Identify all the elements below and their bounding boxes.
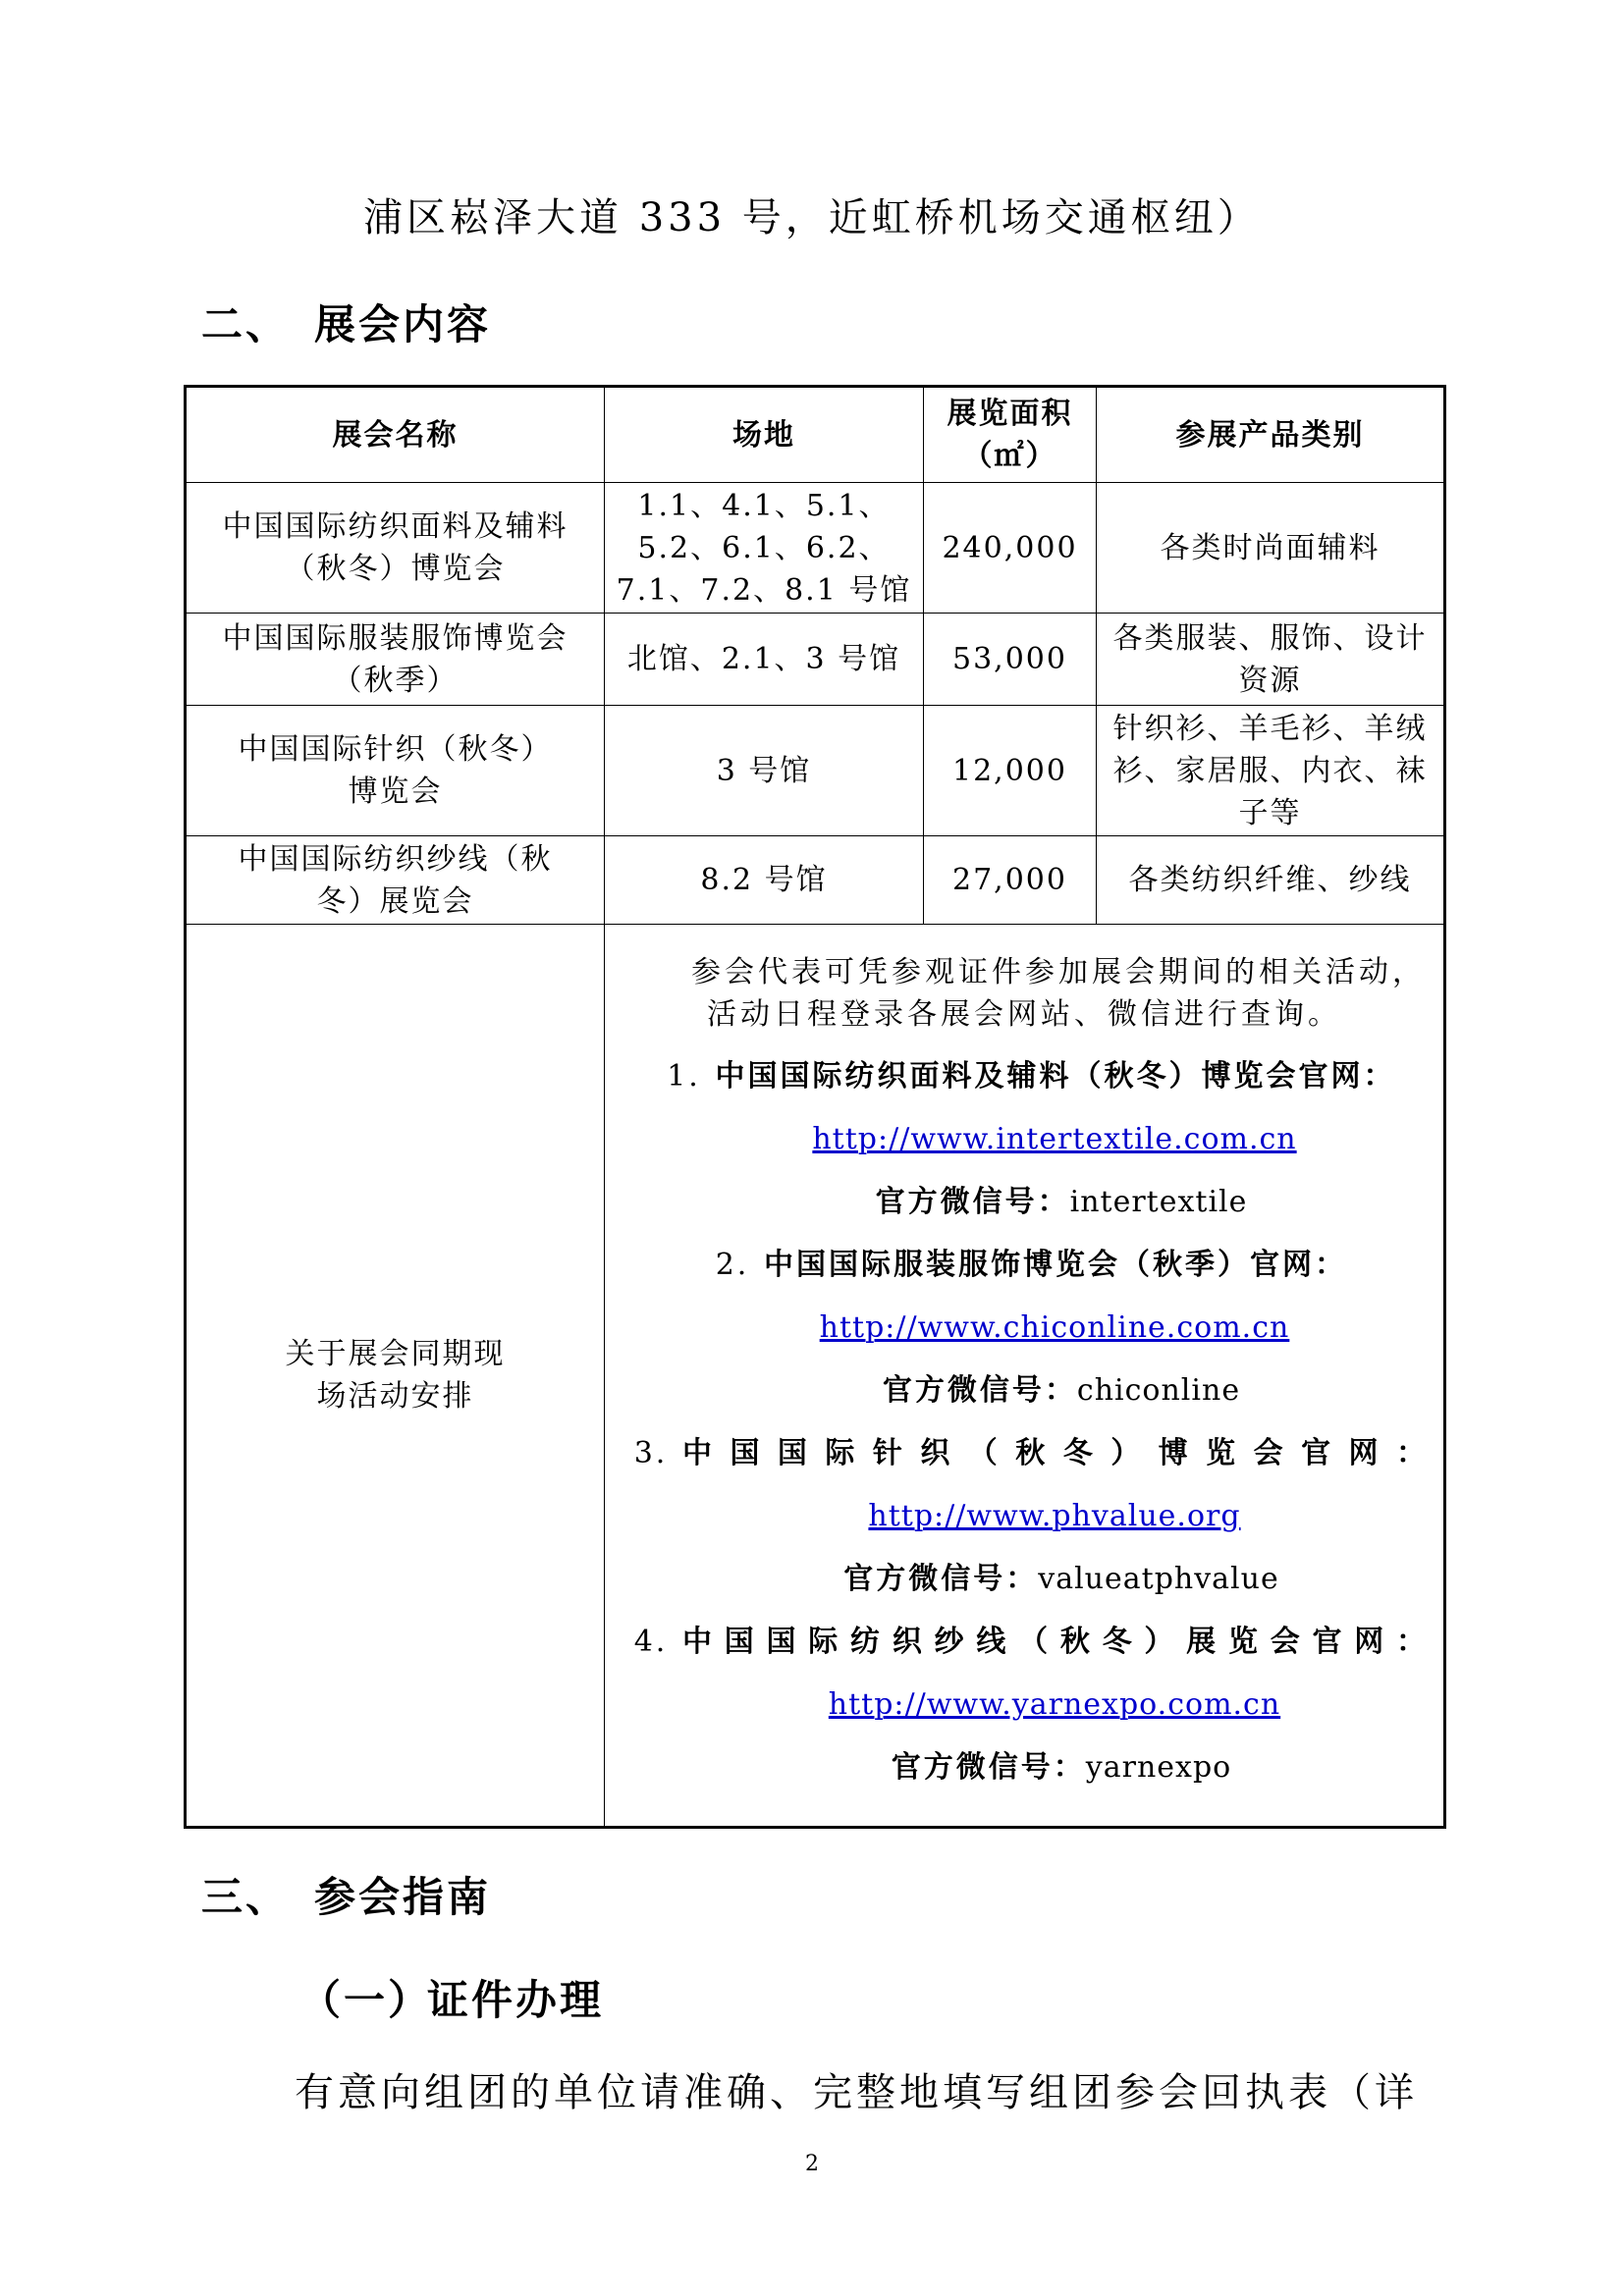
header-area: 展览面积（㎡） bbox=[924, 387, 1097, 483]
table-row bbox=[186, 836, 1445, 925]
section-title: 参会指南 bbox=[314, 1873, 492, 1921]
site-entry bbox=[613, 1234, 1435, 1297]
wechat-label: 官方微信号： bbox=[882, 1373, 1077, 1408]
continued-address-text: 浦区崧泽大道 333 号，近虹桥机场交通枢纽） bbox=[363, 195, 1261, 240]
site-name: 中国国际服装服饰博览会（秋季）官网： bbox=[764, 1248, 1347, 1282]
section-heading-guide bbox=[201, 1865, 491, 1924]
site-entry bbox=[613, 1611, 1435, 1674]
site-index: 4. bbox=[633, 1625, 669, 1659]
exhibition-name: 中国国际纺织纱线（秋冬）展览会 bbox=[186, 836, 605, 925]
site-url-link[interactable]: http://www.phvalue.org bbox=[868, 1499, 1241, 1533]
site-entry bbox=[613, 1045, 1435, 1108]
exhibition-category: 各类纺织纤维、纱线 bbox=[1097, 836, 1445, 925]
site-name: 中国国际针织（秋冬）博览会官网： bbox=[682, 1436, 1429, 1470]
exhibition-name: 中国国际服装服饰博览会（秋季） bbox=[186, 614, 605, 706]
activities-intro: 参会代表可凭参观证件参加展会期间的相关活动，活动日程登录各展会网站、微信进行查询。 bbox=[691, 955, 1426, 1032]
activities-label: 关于展会同期现场活动安排 bbox=[186, 925, 605, 1828]
exhibition-venue: 8.2 号馆 bbox=[605, 836, 924, 925]
site-name: 中国国际纺织面料及辅料（秋冬）博览会官网： bbox=[715, 1059, 1396, 1094]
activities-row bbox=[186, 925, 1445, 1828]
subsection-heading-credentials bbox=[299, 1968, 604, 2027]
section-number: 二、 bbox=[201, 300, 291, 348]
wechat-label: 官方微信号： bbox=[843, 1562, 1039, 1596]
site-url bbox=[613, 1485, 1435, 1548]
wechat-label: 官方微信号： bbox=[875, 1185, 1070, 1219]
exhibition-area: 12,000 bbox=[924, 706, 1097, 836]
exhibition-venue: 北馆、2.1、3 号馆 bbox=[605, 614, 924, 706]
exhibition-area: 53,000 bbox=[924, 614, 1097, 706]
header-venue: 场地 bbox=[605, 387, 924, 483]
wechat-id: yarnexpo bbox=[1085, 1750, 1232, 1785]
site-url-link[interactable]: http://www.chiconline.com.cn bbox=[819, 1310, 1290, 1345]
table-row bbox=[186, 483, 1445, 614]
exhibition-name: 中国国际针织（秋冬）博览会 bbox=[186, 706, 605, 836]
wechat-label: 官方微信号： bbox=[891, 1750, 1086, 1785]
wechat-entry bbox=[613, 1171, 1435, 1234]
site-name: 中国国际纺织纱线（秋冬）展览会官网： bbox=[682, 1625, 1429, 1659]
site-entry bbox=[613, 1422, 1435, 1485]
exhibition-table bbox=[184, 385, 1446, 1829]
section-heading-exhibition-content bbox=[201, 293, 491, 351]
exhibition-venue: 3 号馆 bbox=[605, 706, 924, 836]
site-index: 3. bbox=[633, 1436, 669, 1470]
table-header-row bbox=[186, 387, 1445, 483]
wechat-id: intertextile bbox=[1069, 1185, 1248, 1219]
section-number: 三、 bbox=[201, 1873, 291, 1921]
site-url-link[interactable]: http://www.yarnexpo.com.cn bbox=[828, 1687, 1281, 1722]
site-url bbox=[613, 1108, 1435, 1171]
site-index: 2. bbox=[715, 1248, 750, 1282]
subsection-number: （一） bbox=[299, 1976, 433, 2024]
header-exhibition-name: 展会名称 bbox=[186, 387, 605, 483]
wechat-entry bbox=[613, 1548, 1435, 1611]
section-title: 展会内容 bbox=[314, 300, 492, 348]
exhibition-name: 中国国际纺织面料及辅料（秋冬）博览会 bbox=[186, 483, 605, 614]
activities-details bbox=[605, 925, 1445, 1828]
header-category: 参展产品类别 bbox=[1097, 387, 1445, 483]
exhibition-venue: 1.1、4.1、5.1、5.2、6.1、6.2、7.1、7.2、8.1 号馆 bbox=[605, 483, 924, 614]
exhibition-area: 240,000 bbox=[924, 483, 1097, 614]
exhibition-category: 各类时尚面辅料 bbox=[1097, 483, 1445, 614]
site-url bbox=[613, 1674, 1435, 1736]
body-paragraph: 有意向组团的单位请准确、完整地填写组团参会回执表（详 bbox=[295, 2070, 1418, 2115]
wechat-entry bbox=[613, 1360, 1435, 1422]
site-index: 1. bbox=[667, 1059, 701, 1094]
wechat-id: chiconline bbox=[1076, 1373, 1241, 1408]
subsection-title: 证件办理 bbox=[427, 1976, 605, 2024]
table-row bbox=[186, 706, 1445, 836]
table-row bbox=[186, 614, 1445, 706]
site-url-link[interactable]: http://www.intertextile.com.cn bbox=[812, 1122, 1297, 1156]
wechat-entry bbox=[613, 1736, 1435, 1799]
exhibition-category: 各类服装、服饰、设计资源 bbox=[1097, 614, 1445, 706]
page-number: 2 bbox=[805, 2152, 819, 2176]
wechat-id: valueatphvalue bbox=[1038, 1562, 1279, 1596]
exhibition-category: 针织衫、羊毛衫、羊绒衫、家居服、内衣、袜子等 bbox=[1097, 706, 1445, 836]
exhibition-area: 27,000 bbox=[924, 836, 1097, 925]
site-url bbox=[613, 1297, 1435, 1360]
